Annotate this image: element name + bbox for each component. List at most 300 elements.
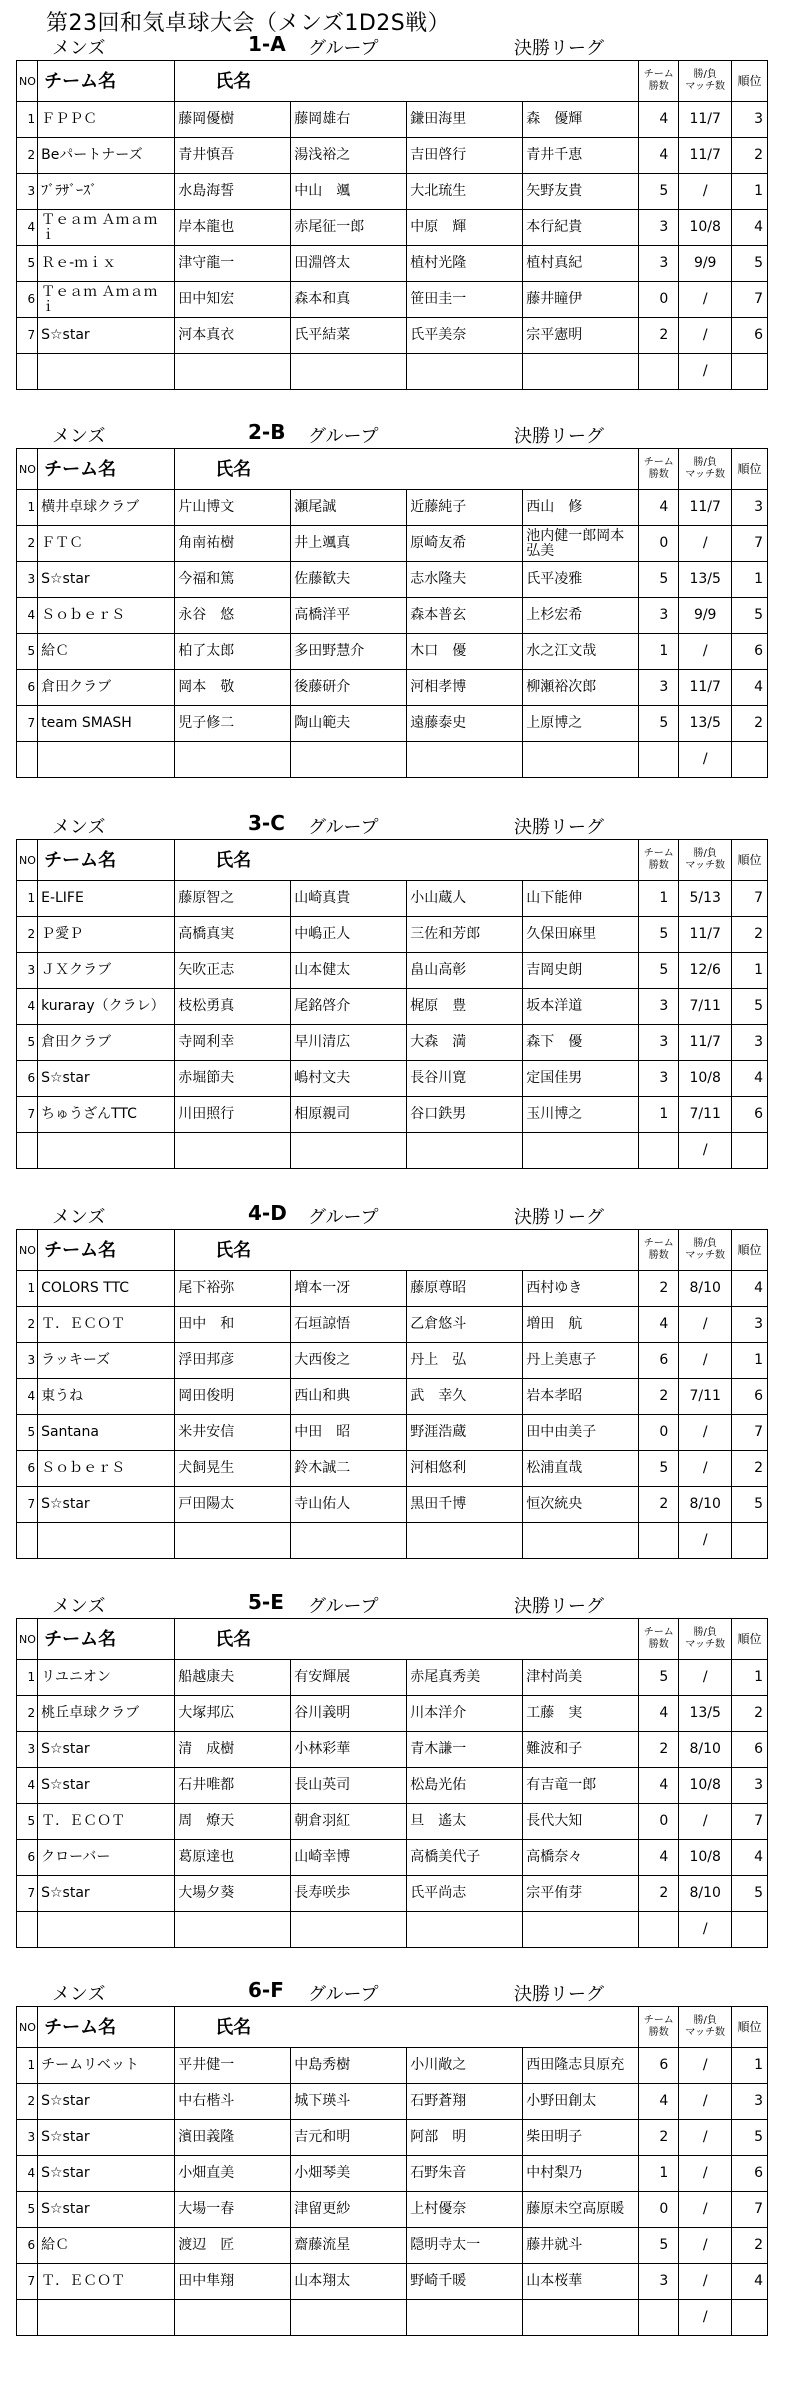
table-row bbox=[17, 1379, 768, 1415]
header-rank: 順位 bbox=[732, 2007, 768, 2048]
page-title: 第23回和気卓球大会（メンズ1D2S戦） bbox=[46, 11, 451, 36]
team-name: S☆star bbox=[38, 2192, 175, 2228]
row-no: 4 bbox=[17, 1768, 38, 1804]
team-wins: 5 bbox=[639, 1660, 679, 1696]
rank: 1 bbox=[732, 562, 768, 598]
player-name: 山本桜華 bbox=[523, 2264, 639, 2300]
player-name: 犬飼晃生 bbox=[175, 1451, 291, 1487]
header-team: チーム名 bbox=[38, 449, 175, 490]
table-row bbox=[17, 1133, 768, 1169]
team-wins: 3 bbox=[639, 1061, 679, 1097]
match-ratio: / bbox=[679, 1660, 732, 1696]
player-name: 有吉竜一郎 bbox=[523, 1768, 639, 1804]
player-name: 氏平凌雅 bbox=[523, 562, 639, 598]
team-name: クローバー bbox=[38, 1840, 175, 1876]
player-name: 畠山高彰 bbox=[407, 953, 523, 989]
header-name: 氏名 bbox=[175, 840, 407, 881]
player-name: 原崎友希 bbox=[407, 526, 523, 562]
rank: 3 bbox=[732, 1768, 768, 1804]
player-name: 川田照行 bbox=[175, 1097, 291, 1133]
player-name bbox=[291, 1523, 407, 1559]
match-ratio: / bbox=[679, 526, 732, 562]
rank: 7 bbox=[732, 1804, 768, 1840]
player-name: 高橋真実 bbox=[175, 917, 291, 953]
header-row bbox=[17, 61, 768, 102]
player-name: 赤尾真秀美 bbox=[407, 1660, 523, 1696]
match-ratio: / bbox=[679, 1343, 732, 1379]
match-ratio: / bbox=[679, 282, 732, 318]
row-no: 3 bbox=[17, 1343, 38, 1379]
team-wins: 4 bbox=[639, 138, 679, 174]
team-name: Ｐ愛Ｐ bbox=[38, 917, 175, 953]
match-ratio: 8/10 bbox=[679, 1271, 732, 1307]
row-no bbox=[17, 354, 38, 390]
row-no: 3 bbox=[17, 2120, 38, 2156]
header-name: 氏名 bbox=[175, 1230, 407, 1271]
player-name: 田中知宏 bbox=[175, 282, 291, 318]
category-label: メンズ bbox=[52, 1984, 106, 2005]
team-wins bbox=[639, 1133, 679, 1169]
match-ratio: 7/11 bbox=[679, 1379, 732, 1415]
rank: 7 bbox=[732, 1415, 768, 1451]
team-name: ラッキーズ bbox=[38, 1343, 175, 1379]
team-wins bbox=[639, 2300, 679, 2336]
group-word: グループ bbox=[308, 426, 379, 447]
group-header bbox=[16, 809, 768, 839]
rank: 6 bbox=[732, 1097, 768, 1133]
team-wins: 4 bbox=[639, 1696, 679, 1732]
team-name: Ｔｅａｍ Ａｍａｍｉ bbox=[38, 210, 175, 246]
table-row bbox=[17, 1487, 768, 1523]
player-name: 矢吹正志 bbox=[175, 953, 291, 989]
row-no: 4 bbox=[17, 598, 38, 634]
player-name: 戸田陽太 bbox=[175, 1487, 291, 1523]
rank: 2 bbox=[732, 917, 768, 953]
match-ratio: / bbox=[679, 1415, 732, 1451]
header-row bbox=[17, 1619, 768, 1660]
player-name: 井上颯真 bbox=[291, 526, 407, 562]
rank: 1 bbox=[732, 174, 768, 210]
rank: 3 bbox=[732, 1025, 768, 1061]
player-name: 中右楷斗 bbox=[175, 2084, 291, 2120]
row-no: 3 bbox=[17, 953, 38, 989]
group-block bbox=[16, 1976, 768, 2336]
team-wins: 4 bbox=[639, 102, 679, 138]
row-no: 7 bbox=[17, 2264, 38, 2300]
match-ratio: / bbox=[679, 2228, 732, 2264]
rank bbox=[732, 1523, 768, 1559]
group-header bbox=[16, 1588, 768, 1618]
table-row bbox=[17, 881, 768, 917]
table-row bbox=[17, 2120, 768, 2156]
team-name: S☆star bbox=[38, 2084, 175, 2120]
player-name: 枝松勇真 bbox=[175, 989, 291, 1025]
table-row bbox=[17, 1451, 768, 1487]
match-ratio: / bbox=[679, 2300, 732, 2336]
player-name: 濱田義隆 bbox=[175, 2120, 291, 2156]
match-ratio: 10/8 bbox=[679, 210, 732, 246]
player-name: 湯浅裕之 bbox=[291, 138, 407, 174]
team-name: 倉田クラブ bbox=[38, 670, 175, 706]
table-row bbox=[17, 282, 768, 318]
player-name: 武 幸久 bbox=[407, 1379, 523, 1415]
player-name: 米井安信 bbox=[175, 1415, 291, 1451]
player-name: 大場夕葵 bbox=[175, 1876, 291, 1912]
player-name: 宗平憲明 bbox=[523, 318, 639, 354]
player-name: 難波和子 bbox=[523, 1732, 639, 1768]
player-name bbox=[407, 1133, 523, 1169]
player-name: 大森 満 bbox=[407, 1025, 523, 1061]
match-ratio: / bbox=[679, 742, 732, 778]
final-league-label: 決勝リーグ bbox=[514, 1207, 604, 1228]
team-wins bbox=[639, 1912, 679, 1948]
team-name: Beパートナーズ bbox=[38, 138, 175, 174]
team-name: 給Ｃ bbox=[38, 634, 175, 670]
header-name: 氏名 bbox=[175, 61, 407, 102]
team-wins: 4 bbox=[639, 1307, 679, 1343]
rank: 4 bbox=[732, 670, 768, 706]
header-ratio: 勝/負 マッチ数 bbox=[679, 2007, 732, 2048]
player-name: 西山 修 bbox=[523, 490, 639, 526]
team-wins: 1 bbox=[639, 634, 679, 670]
rank: 5 bbox=[732, 2120, 768, 2156]
player-name: 清 成樹 bbox=[175, 1732, 291, 1768]
player-name: 梶原 豊 bbox=[407, 989, 523, 1025]
player-name: 長山英司 bbox=[291, 1768, 407, 1804]
player-name: 小山蔵人 bbox=[407, 881, 523, 917]
player-name: 川本洋介 bbox=[407, 1696, 523, 1732]
team-name: Ｒｅ-ｍｉｘ bbox=[38, 246, 175, 282]
player-name: 河本真衣 bbox=[175, 318, 291, 354]
rank: 3 bbox=[732, 2084, 768, 2120]
match-ratio: / bbox=[679, 174, 732, 210]
team-wins: 5 bbox=[639, 917, 679, 953]
row-no: 2 bbox=[17, 138, 38, 174]
player-name bbox=[175, 1133, 291, 1169]
player-name bbox=[291, 742, 407, 778]
team-name: Ｔ．ＥＣＯＴ bbox=[38, 1307, 175, 1343]
row-no: 4 bbox=[17, 989, 38, 1025]
header-row bbox=[17, 840, 768, 881]
team-wins: 2 bbox=[639, 1379, 679, 1415]
team-name: kuraray（クラレ） bbox=[38, 989, 175, 1025]
match-ratio: 8/10 bbox=[679, 1876, 732, 1912]
table-row bbox=[17, 1840, 768, 1876]
group-word: グループ bbox=[308, 1984, 379, 2005]
player-name: 上原博之 bbox=[523, 706, 639, 742]
group-header bbox=[16, 418, 768, 448]
team-wins: 3 bbox=[639, 1025, 679, 1061]
player-name: 高橋美代子 bbox=[407, 1840, 523, 1876]
player-name: 植村光隆 bbox=[407, 246, 523, 282]
team-wins: 0 bbox=[639, 1804, 679, 1840]
player-name: 河相孝博 bbox=[407, 670, 523, 706]
team-name: 給Ｃ bbox=[38, 2228, 175, 2264]
rank: 6 bbox=[732, 2156, 768, 2192]
match-ratio: / bbox=[679, 2192, 732, 2228]
row-no: 4 bbox=[17, 210, 38, 246]
row-no: 4 bbox=[17, 2156, 38, 2192]
player-name: 藤原尊昭 bbox=[407, 1271, 523, 1307]
match-ratio: 10/8 bbox=[679, 1840, 732, 1876]
player-name: 浮田邦彦 bbox=[175, 1343, 291, 1379]
row-no: 5 bbox=[17, 634, 38, 670]
table-row bbox=[17, 1271, 768, 1307]
row-no: 6 bbox=[17, 282, 38, 318]
team-name: 倉田クラブ bbox=[38, 1025, 175, 1061]
team-wins bbox=[639, 354, 679, 390]
player-name: 齋藤流星 bbox=[291, 2228, 407, 2264]
table-row bbox=[17, 2300, 768, 2336]
row-no: 5 bbox=[17, 1804, 38, 1840]
player-name: 野涯浩蔵 bbox=[407, 1415, 523, 1451]
player-name: 小林彩華 bbox=[291, 1732, 407, 1768]
player-name: 大西俊之 bbox=[291, 1343, 407, 1379]
table-row bbox=[17, 1804, 768, 1840]
rank bbox=[732, 354, 768, 390]
row-no: 3 bbox=[17, 174, 38, 210]
player-name: 小野田創太 bbox=[523, 2084, 639, 2120]
player-name: 柴田明子 bbox=[523, 2120, 639, 2156]
row-no: 1 bbox=[17, 102, 38, 138]
player-name: 田淵啓太 bbox=[291, 246, 407, 282]
team-name: Ｔ．ＥＣＯＴ bbox=[38, 2264, 175, 2300]
player-name: 山崎幸博 bbox=[291, 1840, 407, 1876]
rank: 7 bbox=[732, 282, 768, 318]
player-name: 柳瀬裕次郎 bbox=[523, 670, 639, 706]
player-name: 西山和典 bbox=[291, 1379, 407, 1415]
player-name: 坂本洋道 bbox=[523, 989, 639, 1025]
player-name: 嶋村文夫 bbox=[291, 1061, 407, 1097]
header-blank bbox=[407, 449, 639, 490]
player-name: 中嶋正人 bbox=[291, 917, 407, 953]
table-row bbox=[17, 670, 768, 706]
rank: 5 bbox=[732, 1487, 768, 1523]
player-name: 植村真紀 bbox=[523, 246, 639, 282]
table-row bbox=[17, 917, 768, 953]
header-ratio: 勝/負 マッチ数 bbox=[679, 449, 732, 490]
team-wins: 5 bbox=[639, 562, 679, 598]
header-ratio: 勝/負 マッチ数 bbox=[679, 1230, 732, 1271]
team-name: ちゅうざんTTC bbox=[38, 1097, 175, 1133]
player-name bbox=[523, 1912, 639, 1948]
row-no: 6 bbox=[17, 1840, 38, 1876]
player-name: 尾銘啓介 bbox=[291, 989, 407, 1025]
player-name: 森本和真 bbox=[291, 282, 407, 318]
final-league-label: 決勝リーグ bbox=[514, 38, 604, 59]
player-name bbox=[523, 1133, 639, 1169]
category-label: メンズ bbox=[52, 1596, 106, 1617]
team-wins: 4 bbox=[639, 1840, 679, 1876]
group-id: 2-B bbox=[248, 420, 286, 444]
player-name: 大北琉生 bbox=[407, 174, 523, 210]
row-no bbox=[17, 1133, 38, 1169]
group-word: グループ bbox=[308, 1596, 379, 1617]
player-name: 水之江文哉 bbox=[523, 634, 639, 670]
rank: 2 bbox=[732, 706, 768, 742]
table-row bbox=[17, 706, 768, 742]
category-label: メンズ bbox=[52, 1207, 106, 1228]
header-row bbox=[17, 2007, 768, 2048]
player-name: 森 優輝 bbox=[523, 102, 639, 138]
player-name: 有安輝展 bbox=[291, 1660, 407, 1696]
table-row bbox=[17, 174, 768, 210]
group-block bbox=[16, 30, 768, 390]
player-name: 宗平侑芽 bbox=[523, 1876, 639, 1912]
team-name: 東うね bbox=[38, 1379, 175, 1415]
player-name: 津留更紗 bbox=[291, 2192, 407, 2228]
match-ratio: / bbox=[679, 2120, 732, 2156]
header-rank: 順位 bbox=[732, 61, 768, 102]
player-name: 恒次統央 bbox=[523, 1487, 639, 1523]
table-row bbox=[17, 138, 768, 174]
row-no: 5 bbox=[17, 2192, 38, 2228]
row-no: 1 bbox=[17, 1660, 38, 1696]
player-name bbox=[407, 354, 523, 390]
match-ratio: / bbox=[679, 2156, 732, 2192]
team-name: Ｔ．ＥＣＯＴ bbox=[38, 1804, 175, 1840]
match-ratio: 9/9 bbox=[679, 598, 732, 634]
player-name: 水島海誓 bbox=[175, 174, 291, 210]
player-name: 津守龍一 bbox=[175, 246, 291, 282]
header-name: 氏名 bbox=[175, 2007, 407, 2048]
group-block bbox=[16, 1588, 768, 1948]
group-block bbox=[16, 418, 768, 778]
player-name: 今福和篤 bbox=[175, 562, 291, 598]
team-wins bbox=[639, 1523, 679, 1559]
rank: 4 bbox=[732, 1840, 768, 1876]
team-wins: 4 bbox=[639, 490, 679, 526]
group-id: 1-A bbox=[248, 32, 286, 56]
rank: 3 bbox=[732, 102, 768, 138]
player-name: 吉岡史朗 bbox=[523, 953, 639, 989]
player-name: 青井慎吾 bbox=[175, 138, 291, 174]
rank: 2 bbox=[732, 1451, 768, 1487]
table-row bbox=[17, 102, 768, 138]
player-name: 増本一冴 bbox=[291, 1271, 407, 1307]
player-name: 旦 遙太 bbox=[407, 1804, 523, 1840]
team-name: S☆star bbox=[38, 1768, 175, 1804]
rank: 1 bbox=[732, 1660, 768, 1696]
table-row bbox=[17, 989, 768, 1025]
header-wins: チーム 勝数 bbox=[639, 2007, 679, 2048]
match-ratio: / bbox=[679, 2048, 732, 2084]
row-no: 3 bbox=[17, 562, 38, 598]
row-no bbox=[17, 1912, 38, 1948]
row-no: 2 bbox=[17, 1696, 38, 1732]
header-wins: チーム 勝数 bbox=[639, 61, 679, 102]
row-no: 1 bbox=[17, 1271, 38, 1307]
row-no: 3 bbox=[17, 1732, 38, 1768]
team-wins: 5 bbox=[639, 706, 679, 742]
group-id: 6-F bbox=[248, 1978, 284, 2002]
header-blank bbox=[407, 2007, 639, 2048]
team-name bbox=[38, 1133, 175, 1169]
team-wins: 2 bbox=[639, 318, 679, 354]
player-name: 氏平結菜 bbox=[291, 318, 407, 354]
header-rank: 順位 bbox=[732, 449, 768, 490]
table-row bbox=[17, 1343, 768, 1379]
group-header bbox=[16, 30, 768, 60]
group-table bbox=[16, 2006, 768, 2336]
table-row bbox=[17, 1061, 768, 1097]
team-wins: 5 bbox=[639, 953, 679, 989]
match-ratio: 7/11 bbox=[679, 1097, 732, 1133]
player-name bbox=[407, 742, 523, 778]
header-ratio: 勝/負 マッチ数 bbox=[679, 840, 732, 881]
team-wins: 2 bbox=[639, 2120, 679, 2156]
team-name: S☆star bbox=[38, 318, 175, 354]
player-name: 中島秀樹 bbox=[291, 2048, 407, 2084]
player-name: 長寿咲歩 bbox=[291, 1876, 407, 1912]
player-name: 柏了太郎 bbox=[175, 634, 291, 670]
player-name: 大塚邦広 bbox=[175, 1696, 291, 1732]
player-name: 鈴木誠二 bbox=[291, 1451, 407, 1487]
player-name: 陶山範夫 bbox=[291, 706, 407, 742]
table-row bbox=[17, 1660, 768, 1696]
player-name: 吉元和明 bbox=[291, 2120, 407, 2156]
table-row bbox=[17, 742, 768, 778]
rank: 6 bbox=[732, 634, 768, 670]
row-no: 7 bbox=[17, 1097, 38, 1133]
table-row bbox=[17, 1876, 768, 1912]
match-ratio: 8/10 bbox=[679, 1487, 732, 1523]
row-no: 6 bbox=[17, 2228, 38, 2264]
rank: 7 bbox=[732, 526, 768, 562]
rank: 6 bbox=[732, 318, 768, 354]
player-name: 増田 航 bbox=[523, 1307, 639, 1343]
header-row bbox=[17, 1230, 768, 1271]
rank bbox=[732, 1133, 768, 1169]
player-name: 城下瑛斗 bbox=[291, 2084, 407, 2120]
team-name: リユニオン bbox=[38, 1660, 175, 1696]
player-name: 工藤 実 bbox=[523, 1696, 639, 1732]
player-name bbox=[291, 1133, 407, 1169]
team-wins: 4 bbox=[639, 2084, 679, 2120]
team-wins: 6 bbox=[639, 2048, 679, 2084]
row-no bbox=[17, 742, 38, 778]
player-name bbox=[523, 354, 639, 390]
rank: 3 bbox=[732, 490, 768, 526]
player-name: 吉田啓行 bbox=[407, 138, 523, 174]
team-wins: 4 bbox=[639, 1768, 679, 1804]
player-name: 赤尾征一郎 bbox=[291, 210, 407, 246]
player-name: 児子修二 bbox=[175, 706, 291, 742]
header-blank bbox=[407, 1230, 639, 1271]
player-name: 藤井就斗 bbox=[523, 2228, 639, 2264]
player-name: 寺山佑人 bbox=[291, 1487, 407, 1523]
row-no: 6 bbox=[17, 1451, 38, 1487]
player-name: 森下 優 bbox=[523, 1025, 639, 1061]
final-league-label: 決勝リーグ bbox=[514, 426, 604, 447]
player-name: 中山 颯 bbox=[291, 174, 407, 210]
player-name bbox=[523, 742, 639, 778]
table-row bbox=[17, 1097, 768, 1133]
header-wins: チーム 勝数 bbox=[639, 1230, 679, 1271]
group-header bbox=[16, 1199, 768, 1229]
row-no: 5 bbox=[17, 1415, 38, 1451]
player-name: 谷口鉄男 bbox=[407, 1097, 523, 1133]
player-name: 石野朱音 bbox=[407, 2156, 523, 2192]
rank: 1 bbox=[732, 1343, 768, 1379]
row-no: 2 bbox=[17, 1307, 38, 1343]
player-name: 田中隼翔 bbox=[175, 2264, 291, 2300]
table-row bbox=[17, 1025, 768, 1061]
rank: 2 bbox=[732, 1696, 768, 1732]
player-name: 高橋洋平 bbox=[291, 598, 407, 634]
player-name: 氏平尚志 bbox=[407, 1876, 523, 1912]
team-name: S☆star bbox=[38, 562, 175, 598]
